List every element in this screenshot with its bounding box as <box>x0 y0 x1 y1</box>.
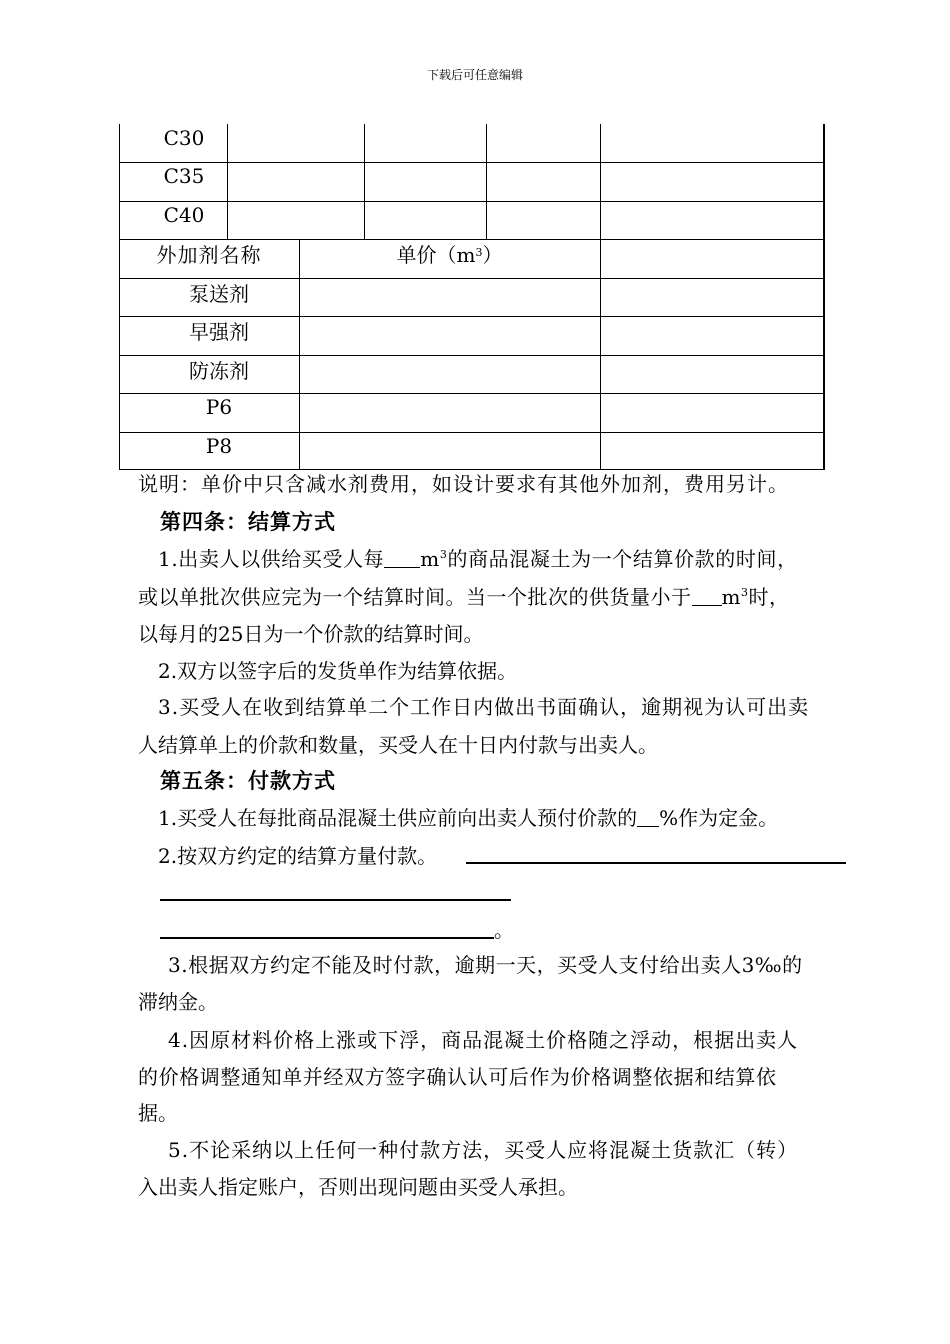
text-span: 时， <box>748 585 790 609</box>
text-span: 1.出卖人以供给买受人每 <box>158 547 385 571</box>
grade-cell: C35 <box>163 164 205 188</box>
page-header: 下载后可任意编辑 <box>426 68 523 82</box>
article-5-para-5: 5.不论采纳以上任何一种付款方法，买受人应将混凝土货款汇（转） <box>168 1138 799 1162</box>
additive-cell: P6 <box>205 395 233 419</box>
table-note: 说明：单价中只含减水剂费用，如设计要求有其他外加剂，费用另计。 <box>138 472 789 496</box>
superscript: 3 <box>740 586 749 599</box>
article-4-para-3: 3.买受人在收到结算单二个工作日内做出书面确认，逾期视为认可出卖 <box>158 695 810 719</box>
unit-price-header: 单价（m 3 ） <box>299 239 600 267</box>
table-rule <box>823 124 825 470</box>
additive-cell: 泵送剂 <box>189 281 249 306</box>
article-5-para-2: 2.按双方约定的结算方量付款。 <box>158 844 438 868</box>
table-rule <box>600 124 601 470</box>
article-4-para-2: 2.双方以签字后的发货单作为结算依据。 <box>158 659 518 683</box>
article-5-title: 第五条：付款方式 <box>160 768 336 793</box>
fill-in-line <box>466 862 846 864</box>
article-5-para-5-line-2: 入出卖人指定账户，否则出现问题由买受人承担。 <box>138 1175 578 1199</box>
text-span: 的商品混凝土为一个结算价款的时间， <box>447 547 798 571</box>
article-5-para-3: 3.根据双方约定不能及时付款，逾期一天，买受人支付给出卖人3‰的 <box>168 953 803 977</box>
article-4-para-3-line-2: 人结算单上的价款和数量，买受人在十日内付款与出卖人。 <box>138 733 658 757</box>
additive-cell: P8 <box>205 434 233 458</box>
article-5-para-1 <box>158 804 778 832</box>
fill-in-line <box>160 937 494 939</box>
text-span: m <box>420 547 440 571</box>
additive-name-header: 外加剂名称 <box>156 242 262 267</box>
article-5-para-4-line-3: 据。 <box>138 1101 178 1125</box>
text-span: m <box>721 585 741 609</box>
article-4-para-1 <box>158 545 798 573</box>
article-4-para-1-line-3: 以每月的25日为一个价款的结算时间。 <box>138 622 484 646</box>
price-table <box>119 124 825 470</box>
para-2-end-mark: 。 <box>494 918 514 942</box>
blank-field <box>692 585 722 606</box>
additive-cell: 早强剂 <box>189 319 249 344</box>
fill-in-line <box>160 899 511 901</box>
superscript: 3 <box>439 548 448 561</box>
article-5-para-3-line-2: 滞纳金。 <box>138 990 218 1014</box>
table-rule <box>364 124 365 240</box>
text-span: 或以单批次供应完为一个结算时间。当一个批次的供货量小于 <box>138 585 692 609</box>
text-span: %作为定金。 <box>659 806 779 830</box>
article-4-para-1-line-2 <box>138 583 789 611</box>
unit-price-label: 单价（m <box>396 242 476 267</box>
grade-cell: C40 <box>163 203 205 227</box>
blank-field <box>384 547 420 568</box>
table-rule <box>486 124 487 240</box>
blank-field <box>637 806 659 827</box>
article-4-title: 第四条：结算方式 <box>160 509 336 534</box>
unit-price-close: ） <box>482 242 503 267</box>
grade-cell: C30 <box>163 126 205 150</box>
article-5-para-4: 4.因原材料价格上涨或下浮，商品混凝土价格随之浮动，根据出卖人 <box>168 1028 799 1052</box>
text-span: 1.买受人在每批商品混凝土供应前向出卖人预付价款的 <box>158 806 638 830</box>
additive-cell: 防冻剂 <box>189 358 249 383</box>
article-5-para-4-line-2: 的价格调整通知单并经双方签字确认认可后作为价格调整依据和结算依 <box>138 1065 777 1089</box>
